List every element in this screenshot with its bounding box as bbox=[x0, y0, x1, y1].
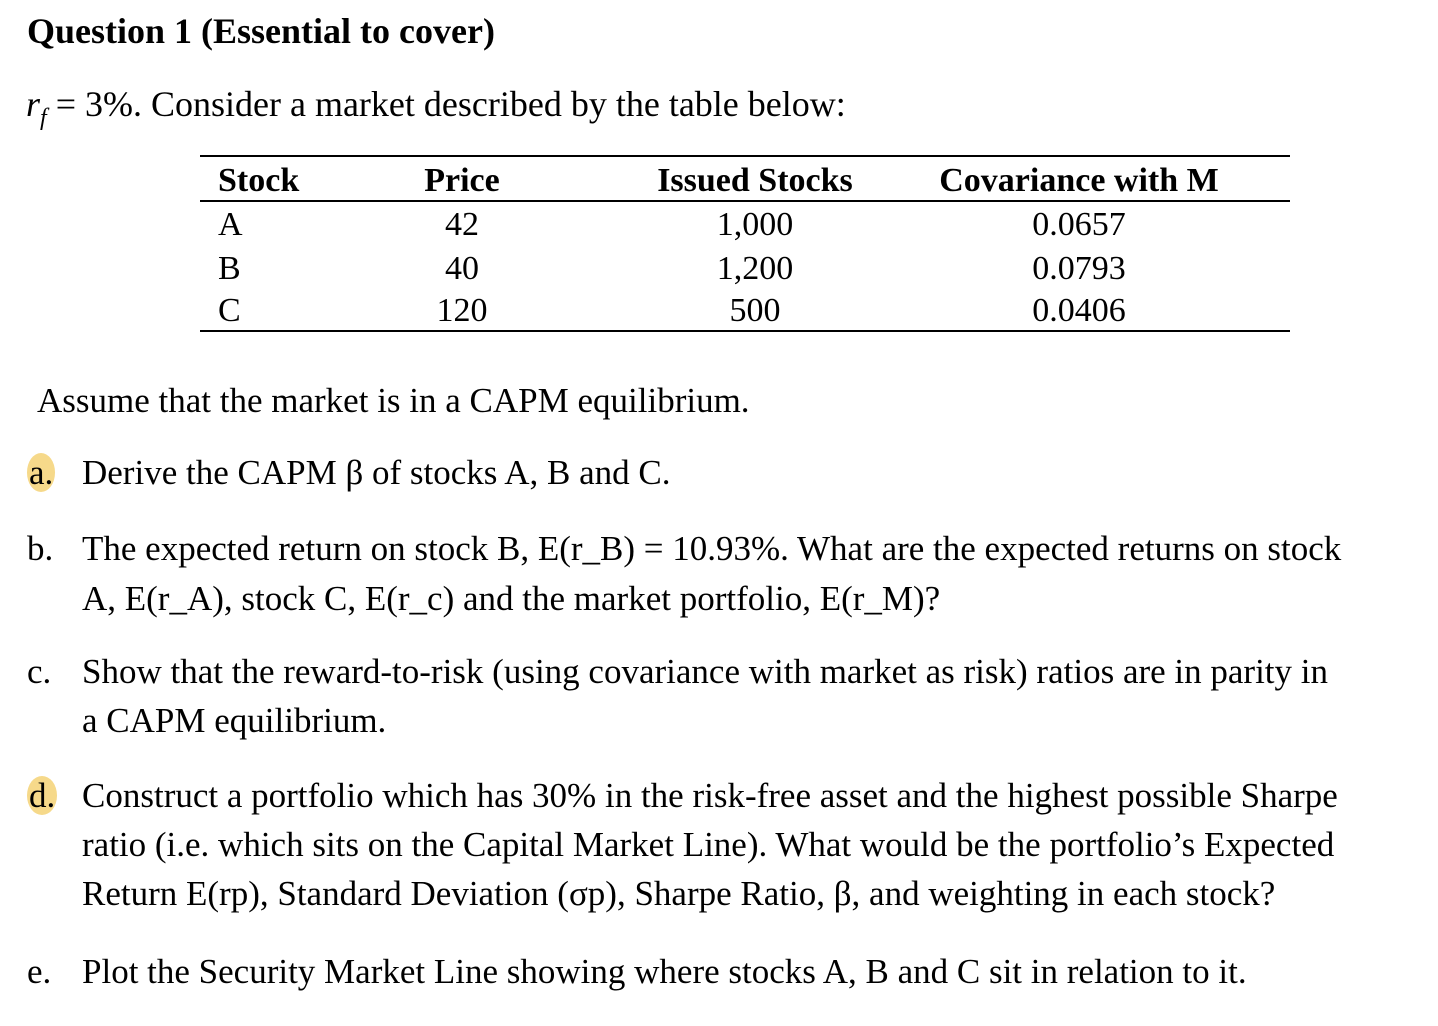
question-b-label: b. bbox=[27, 529, 54, 568]
question-c-label: c. bbox=[27, 652, 52, 691]
question-a-line1: Derive the CAPM β of stocks A, B and C. bbox=[82, 453, 671, 492]
question-d-line3: Return E(rp), Standard Deviation (σp), Sharpe Ratio, β, and weighting in each stock? bbox=[82, 874, 1276, 913]
table-cell-issued: 1,000 bbox=[716, 206, 794, 243]
table-header-issued: Issued Stocks bbox=[657, 162, 853, 199]
table-header-rule bbox=[200, 200, 1290, 202]
intro-line bbox=[26, 83, 846, 132]
table-top-rule bbox=[200, 155, 1290, 157]
question-b-line1: The expected return on stock B, E(r_B) = 10.93%. What are the expected returns on stock bbox=[82, 529, 1342, 568]
table-cell-covariance: 0.0406 bbox=[1032, 292, 1126, 329]
rf-subscript: f bbox=[40, 105, 47, 131]
question-d-line1: Construct a portfolio which has 30% in the risk-free asset and the highest possible Sharpe bbox=[82, 776, 1338, 815]
table-cell-price: 42 bbox=[445, 206, 479, 243]
table-header-covariance: Covariance with M bbox=[939, 162, 1219, 199]
question-a-label bbox=[27, 448, 55, 498]
table-cell-price: 120 bbox=[436, 292, 488, 329]
question-e-label: e. bbox=[27, 952, 52, 991]
question-d-highlight: d. bbox=[29, 776, 56, 815]
table-cell-price: 40 bbox=[445, 250, 479, 287]
question-e-line1: Plot the Security Market Line showing where stocks A, B and C sit in relation to it. bbox=[82, 952, 1247, 991]
table-header-stock: Stock bbox=[218, 162, 300, 199]
table-cell-covariance: 0.0657 bbox=[1032, 206, 1126, 243]
question-a-highlight: a. bbox=[29, 453, 54, 492]
table-cell-stock: C bbox=[218, 292, 241, 329]
question-d-label bbox=[27, 771, 57, 821]
table-cell-stock: B bbox=[218, 250, 241, 287]
table-cell-issued: 500 bbox=[729, 292, 781, 329]
table-header-price: Price bbox=[424, 162, 500, 199]
table-cell-issued: 1,200 bbox=[716, 250, 794, 287]
table-cell-stock: A bbox=[218, 206, 243, 243]
assumption-text: Assume that the market is in a CAPM equilibrium. bbox=[37, 381, 750, 420]
table-bottom-rule bbox=[200, 330, 1290, 332]
question-b-line2: A, E(r_A), stock C, E(r_c) and the market portfolio, E(r_M)? bbox=[82, 579, 941, 618]
question-title: Question 1 (Essential to cover) bbox=[27, 11, 495, 51]
question-c-line2: a CAPM equilibrium. bbox=[82, 701, 387, 740]
question-d-line2: ratio (i.e. which sits on the Capital Market Line). What would be the portfolio’s Expected bbox=[82, 825, 1335, 864]
question-c-line1: Show that the reward-to-risk (using covariance with market as risk) ratios are in parity in bbox=[82, 652, 1329, 691]
rf-symbol: r bbox=[26, 84, 41, 124]
intro-text: = 3%. Consider a market described by the table below: bbox=[46, 84, 846, 124]
table-cell-covariance: 0.0793 bbox=[1032, 250, 1126, 287]
